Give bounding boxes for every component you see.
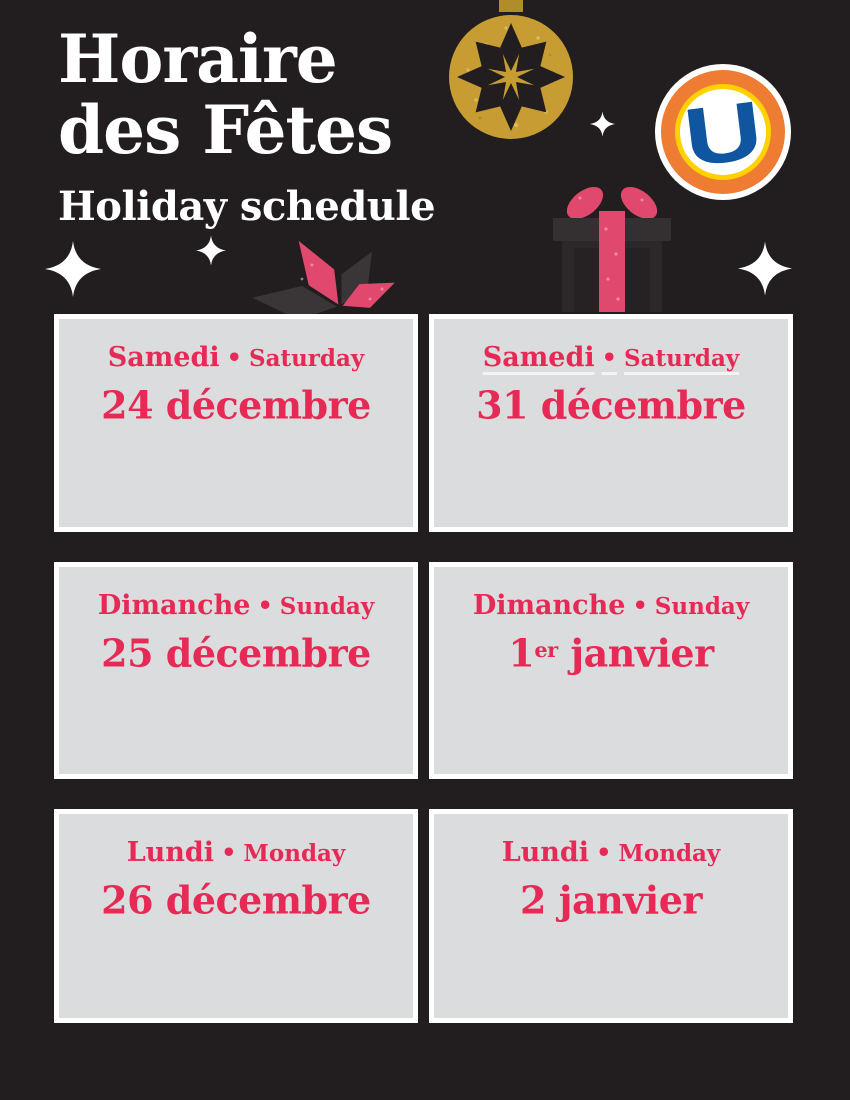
date-month: janvier (546, 877, 702, 923)
date-ordinal: er (534, 637, 558, 662)
gift-icon (550, 184, 674, 312)
card-date (434, 874, 788, 923)
title-line1: Horaire (58, 20, 337, 98)
poster-title (58, 20, 435, 169)
card-day-label (59, 342, 413, 375)
poster-header (58, 20, 436, 231)
date-number: 1 (508, 630, 535, 676)
day-english: Sunday (279, 593, 375, 620)
day-french: Dimanche (472, 590, 626, 621)
date-month: décembre (528, 382, 746, 428)
bullet-separator: • (226, 343, 242, 372)
day-english: Monday (618, 840, 721, 867)
leaves-icon (248, 235, 398, 315)
date-month: décembre (153, 630, 371, 676)
poster-subtitle: Holiday schedule (58, 183, 436, 231)
card-date (434, 379, 788, 428)
card-date (59, 627, 413, 676)
sparkle-icon (45, 239, 101, 299)
card-day-label (59, 590, 413, 623)
card-day-label (434, 342, 788, 375)
schedule-card-dec26 (54, 809, 418, 1023)
card-date (59, 874, 413, 923)
sparkle-icon (590, 109, 615, 139)
ornament-icon (446, 0, 576, 140)
day-french: Samedi (107, 342, 220, 373)
card-day-label (59, 837, 413, 870)
schedule-card-jan1 (429, 562, 793, 779)
day-french: Dimanche (97, 590, 251, 621)
card-day-label (434, 590, 788, 623)
bullet-separator: • (596, 838, 612, 867)
sparkle-icon (738, 240, 792, 297)
title-line2: des Fêtes (58, 90, 393, 169)
day-english: Saturday (248, 345, 365, 372)
bullet-separator: • (632, 591, 648, 620)
date-month: décembre (153, 382, 371, 428)
sparkle-icon (196, 234, 226, 267)
date-number: 25 (101, 630, 154, 676)
date-month: décembre (153, 877, 371, 923)
schedule-card-dec25 (54, 562, 418, 779)
schedule-card-dec24 (54, 314, 418, 532)
date-number: 24 (101, 382, 154, 428)
schedule-card-dec31 (429, 314, 793, 532)
day-english: Saturday (623, 345, 740, 372)
bullet-separator: • (221, 838, 237, 867)
schedule-card-jan2 (429, 809, 793, 1023)
day-french: Lundi (501, 837, 590, 868)
date-number: 26 (101, 877, 154, 923)
day-french: Lundi (126, 837, 215, 868)
day-french: Samedi (482, 342, 595, 373)
card-date (59, 379, 413, 428)
schedule-grid (54, 314, 794, 1023)
date-month: janvier (557, 630, 714, 676)
u-logo-letter: U (679, 86, 749, 185)
card-day-label (434, 837, 788, 870)
bullet-separator: • (601, 343, 617, 372)
date-number: 2 (520, 877, 546, 923)
date-number: 31 (476, 382, 529, 428)
day-english: Monday (243, 840, 346, 867)
day-english: Sunday (654, 593, 750, 620)
card-date (434, 627, 788, 676)
u-logo (654, 63, 792, 201)
bullet-separator: • (257, 591, 273, 620)
